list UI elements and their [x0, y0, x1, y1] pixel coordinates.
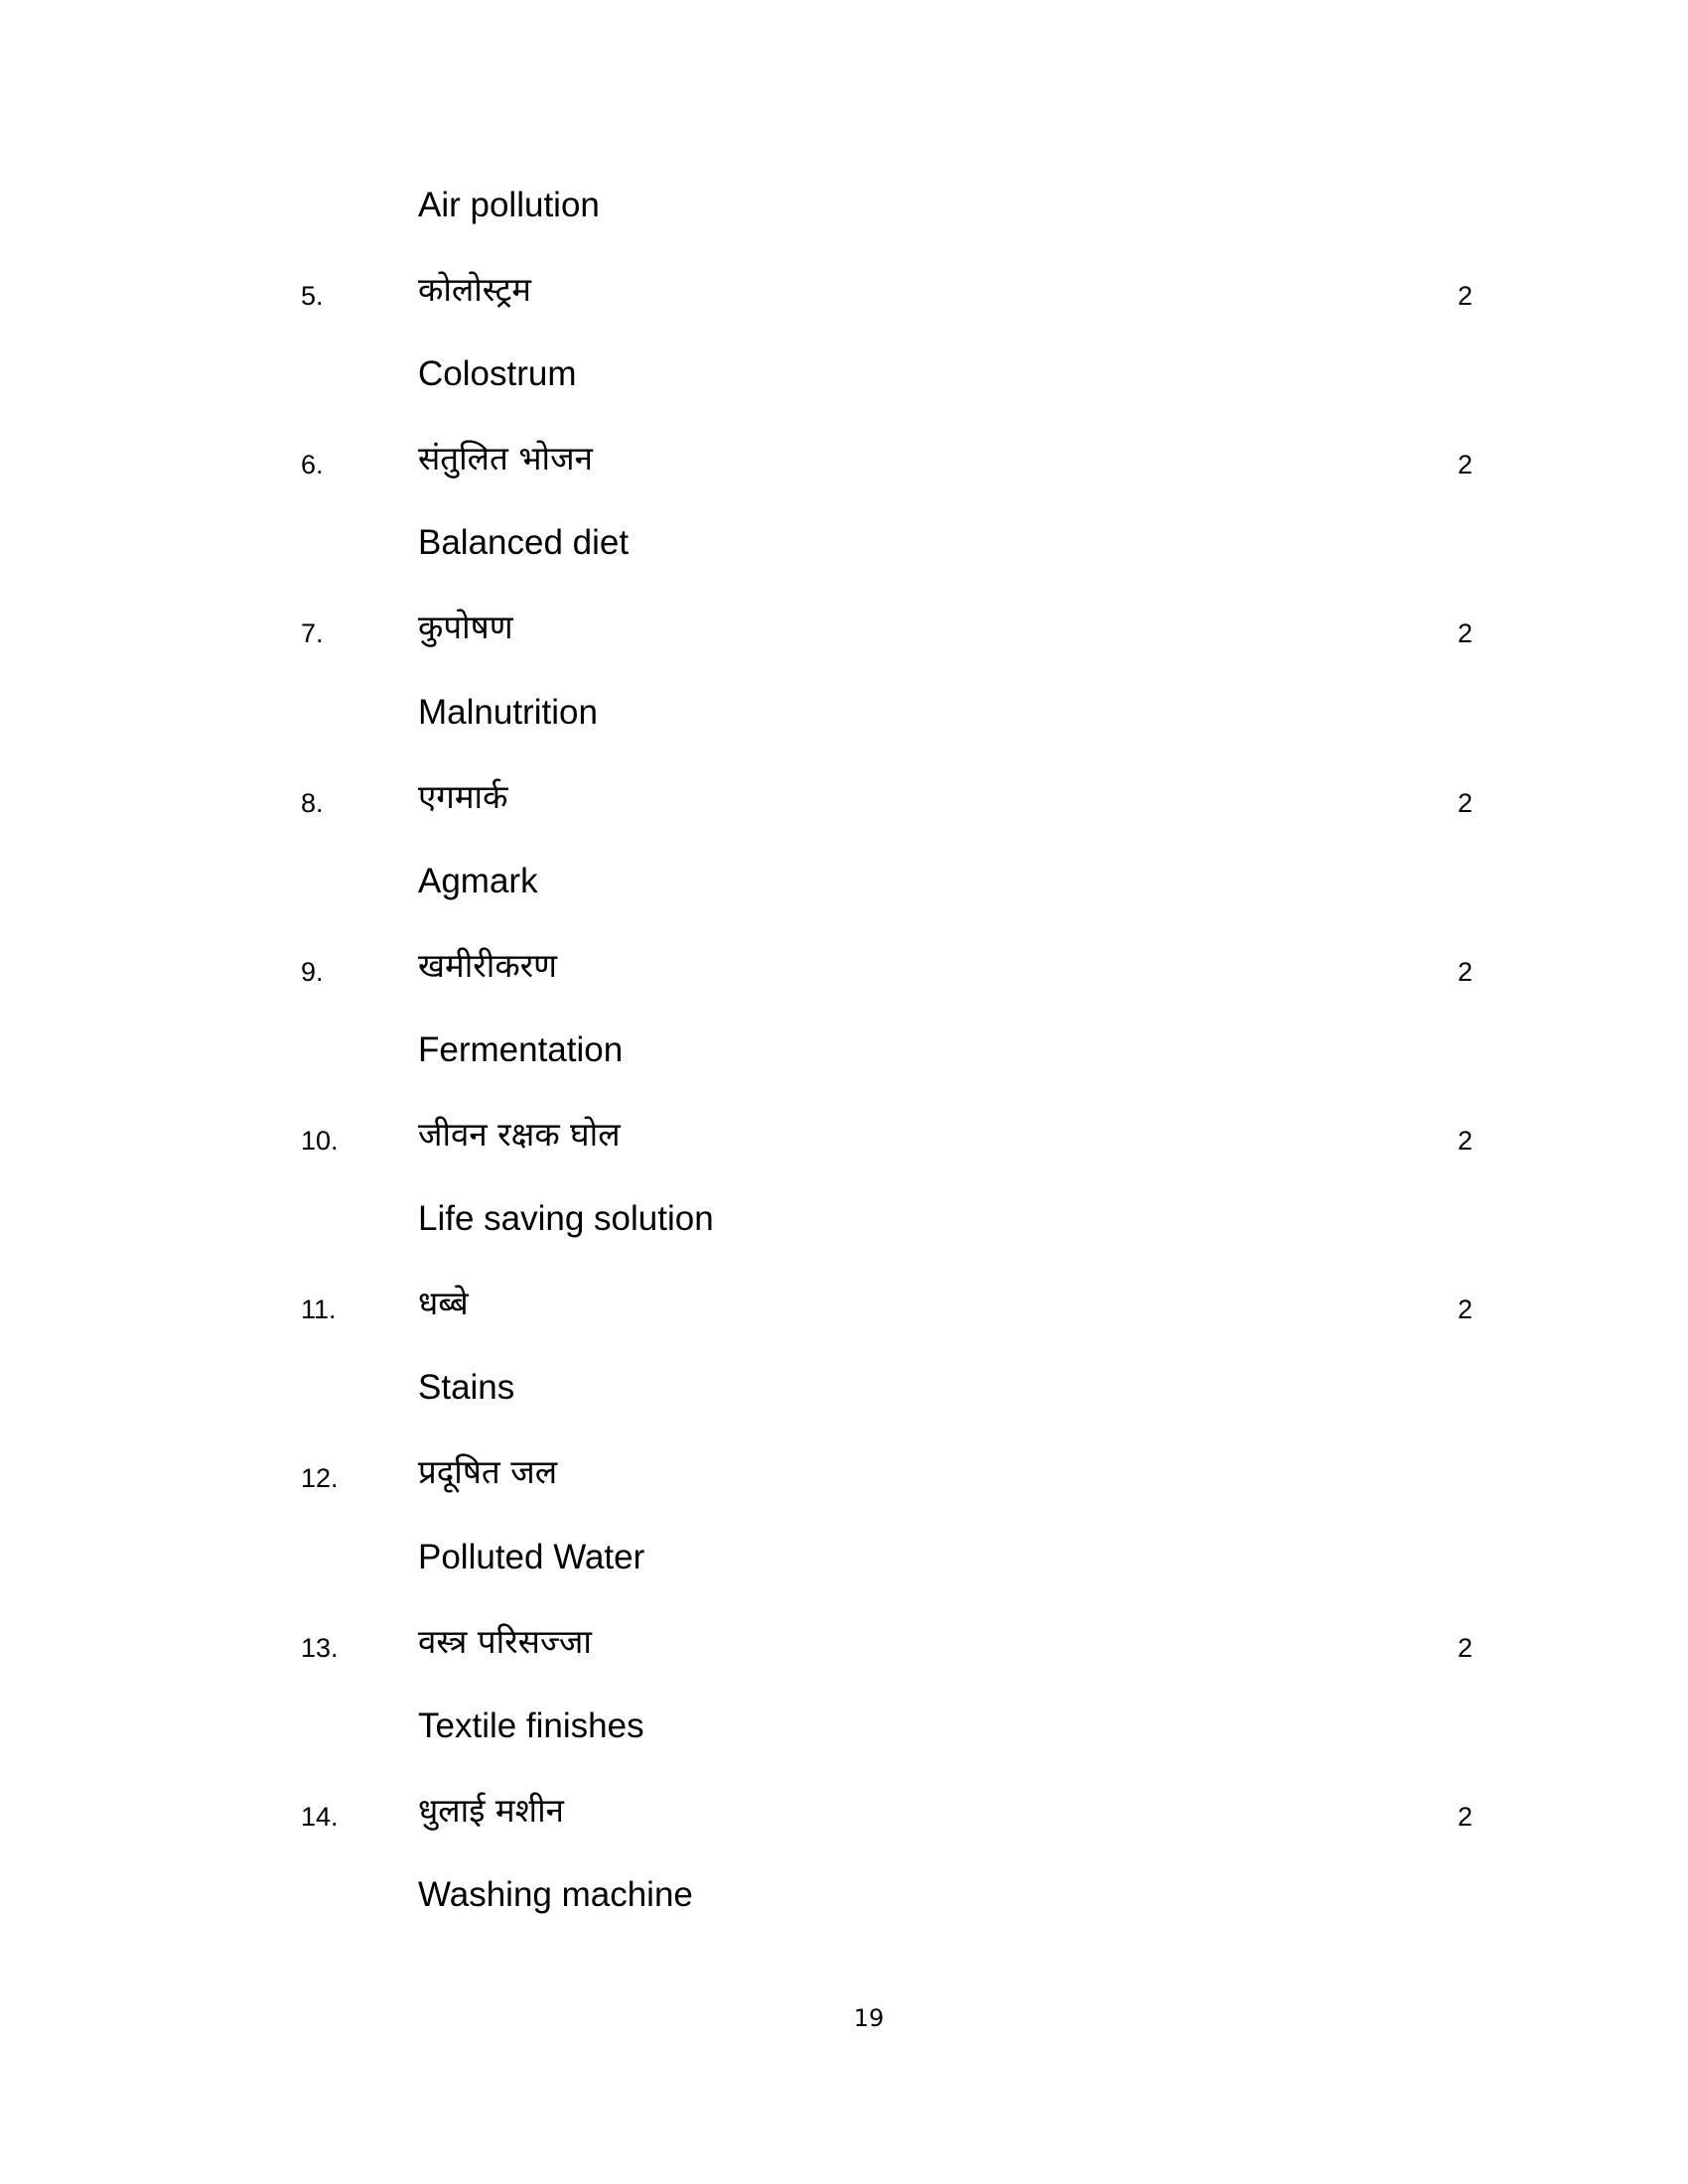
- question-row-hindi: [0, 266, 1688, 326]
- english-term: Colostrum: [418, 354, 577, 393]
- question-row-english: [0, 689, 1688, 749]
- question-row-english: [0, 1364, 1688, 1424]
- page-number: 19: [853, 2004, 885, 2032]
- english-term: Textile finishes: [418, 1706, 644, 1745]
- english-term: Polluted Water: [418, 1538, 645, 1576]
- question-marks: 2: [1458, 450, 1474, 479]
- continuation-line: [0, 182, 1688, 241]
- question-row-english: [0, 1026, 1688, 1086]
- question-marks: 2: [1458, 788, 1474, 818]
- question-row-hindi: [0, 1448, 1688, 1508]
- question-marks: 2: [1458, 957, 1474, 987]
- question-marks: 2: [1458, 281, 1474, 311]
- english-term: Washing machine: [418, 1875, 693, 1914]
- question-row-hindi: [0, 942, 1688, 1002]
- question-row-hindi: [0, 1280, 1688, 1339]
- hindi-term: जीवन रक्षक घोल: [418, 1115, 621, 1154]
- question-row-hindi: [0, 1787, 1688, 1846]
- question-number: 6.: [301, 450, 324, 479]
- question-number: 13.: [301, 1633, 339, 1663]
- question-row-english: [0, 350, 1688, 410]
- question-number: 14.: [301, 1802, 339, 1832]
- hindi-term: कुपोषण: [418, 608, 513, 646]
- english-term: Balanced diet: [418, 523, 630, 562]
- question-number: 8.: [301, 788, 324, 818]
- hindi-term: संतुलित भोजन: [418, 439, 593, 478]
- question-row-hindi: [0, 435, 1688, 494]
- question-marks: 2: [1458, 1295, 1474, 1324]
- question-number: 11.: [301, 1295, 337, 1324]
- question-row-english: [0, 1534, 1688, 1593]
- question-number: 9.: [301, 957, 324, 987]
- question-number: 10.: [301, 1126, 339, 1156]
- hindi-term: वस्त्र परिसज्जा: [418, 1622, 592, 1661]
- hindi-term: खमीरीकरण: [418, 946, 558, 985]
- question-row-english: [0, 1871, 1688, 1931]
- question-row-hindi: [0, 604, 1688, 663]
- hindi-term: धब्बे: [418, 1284, 469, 1322]
- hindi-term: प्रदूषित जल: [418, 1452, 558, 1491]
- hindi-term: एगमार्क: [418, 777, 508, 816]
- english-term: Stains: [418, 1368, 515, 1407]
- english-term: Malnutrition: [418, 693, 598, 732]
- english-term: Air pollution: [418, 186, 600, 224]
- question-row-english: [0, 519, 1688, 579]
- question-row-hindi: [0, 773, 1688, 833]
- question-row-hindi: [0, 1618, 1688, 1678]
- question-row-hindi: [0, 1111, 1688, 1170]
- question-number: 5.: [301, 281, 324, 311]
- question-row-english: [0, 858, 1688, 917]
- question-marks: 2: [1458, 1126, 1474, 1156]
- english-term: Agmark: [418, 862, 538, 900]
- hindi-term: धुलाई मशीन: [418, 1791, 564, 1830]
- question-number: 12.: [301, 1463, 339, 1493]
- question-number: 7.: [301, 618, 324, 648]
- question-marks: 2: [1458, 1802, 1474, 1832]
- question-marks: 2: [1458, 618, 1474, 648]
- english-term: Life saving solution: [418, 1199, 714, 1238]
- question-row-english: [0, 1195, 1688, 1255]
- question-marks: 2: [1458, 1633, 1474, 1663]
- question-row-english: [0, 1703, 1688, 1762]
- english-term: Fermentation: [418, 1030, 624, 1069]
- hindi-term: कोलोस्ट्रम: [418, 270, 532, 309]
